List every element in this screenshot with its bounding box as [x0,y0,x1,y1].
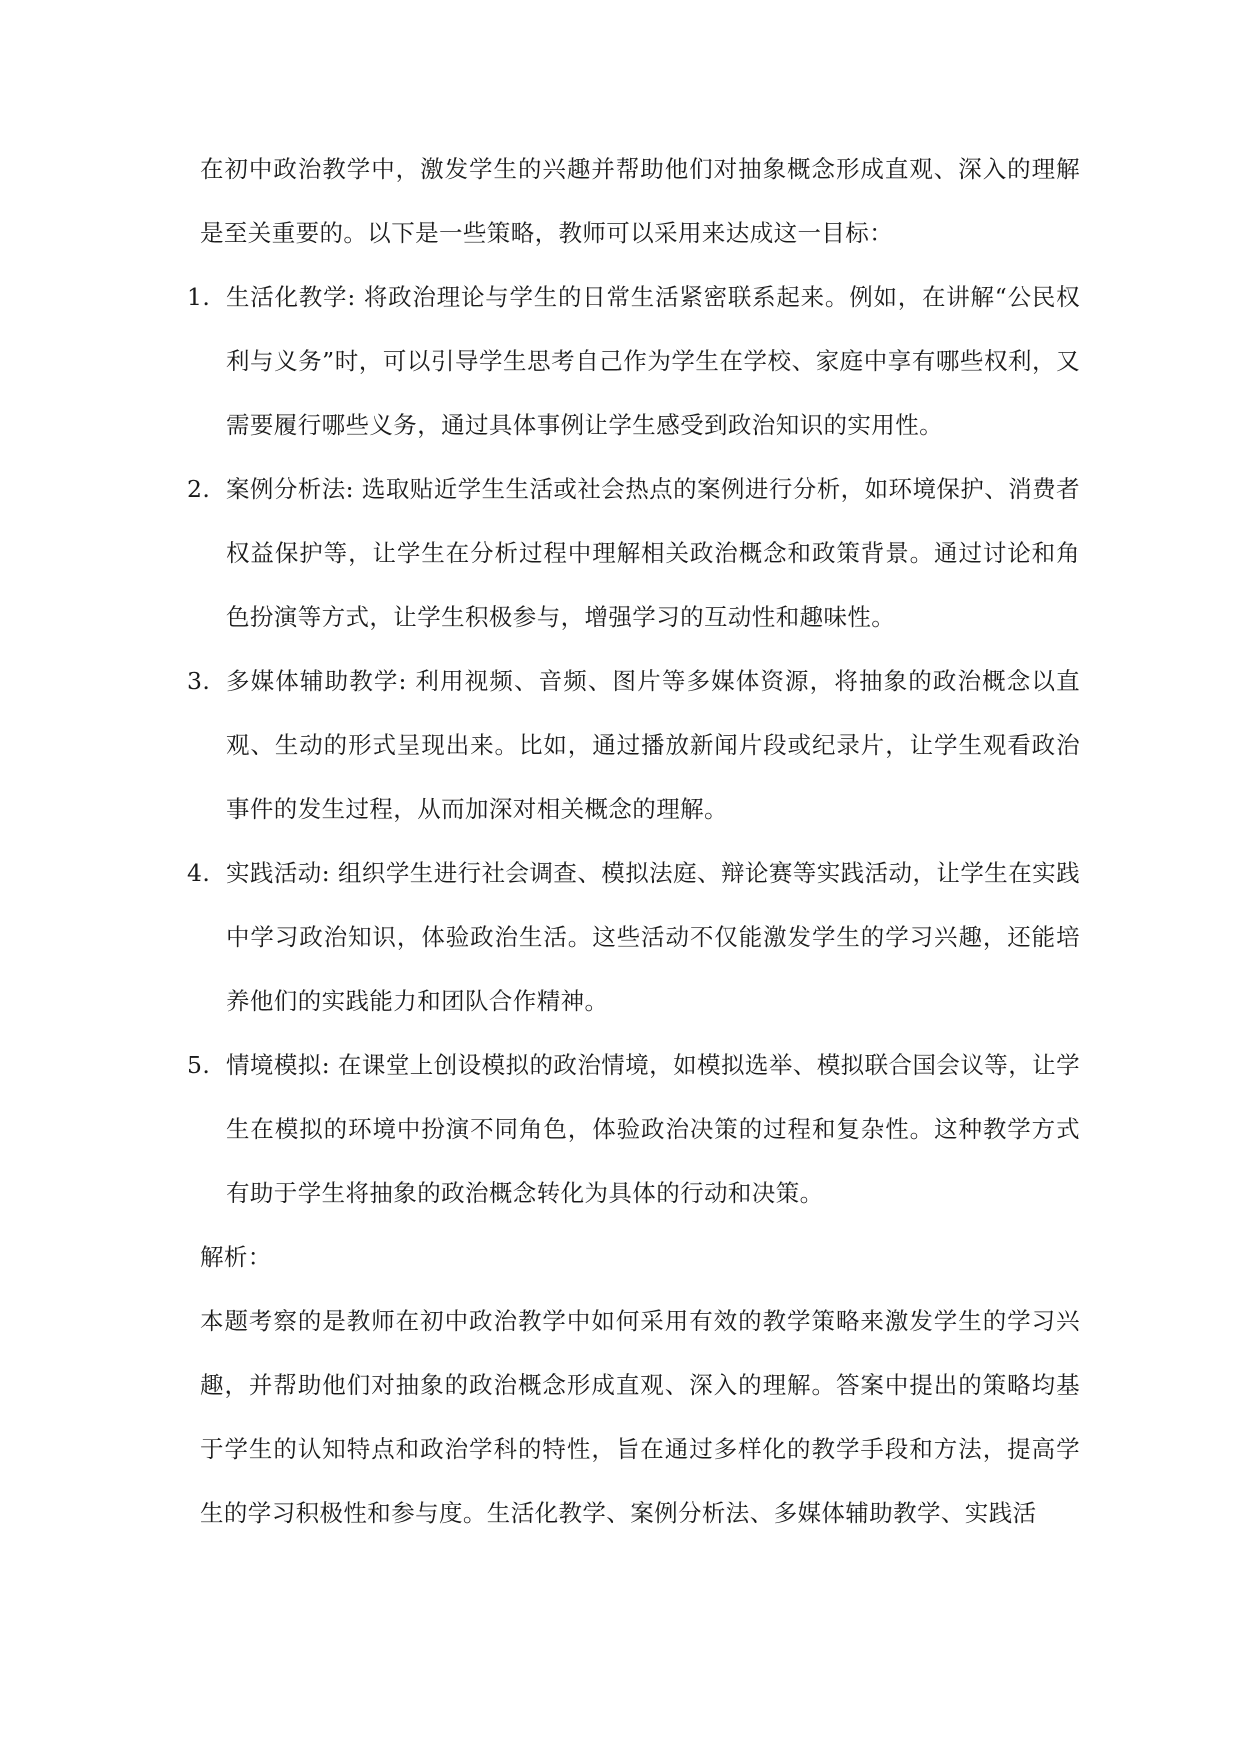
analysis-heading: 解析： [200,1243,272,1271]
strategy-item-4 [187,841,1080,1033]
strategy-text: 实践活动: 组织学生进行社会调查、模拟法庭、辩论赛等实践活动，让学生在实践中学习政治知识，体验政治生活。这些活动不仅能激发学生的学习兴趣，还能培养他们的实践能力和团队合作精神。 [226,859,1080,1015]
strategy-number: 5. [187,1051,211,1079]
intro-paragraph: 在初中政治教学中，激发学生的兴趣并帮助他们对抽象概念形成直观、深入的理解是至关重要的。以下是一些策略，教师可以采用来达成这一目标： [200,155,1080,247]
analysis-paragraph: 本题考察的是教师在初中政治教学中如何采用有效的教学策略来激发学生的学习兴趣，并帮助他们对抽象的政治概念形成直观、深入的理解。答案中提出的策略均基于学生的认知特点和政治学科的特性，旨在通过多样化的教学手段和方法，提高学生的学习积极性和参与度。生活化教学、案例分析法、多媒体辅助教学、实践活 [200,1307,1080,1527]
document-content [187,137,1080,1545]
strategy-text: 情境模拟: 在课堂上创设模拟的政治情境，如模拟选举、模拟联合国会议等，让学生在模拟的环境中扮演不同角色，体验政治决策的过程和复杂性。这种教学方式有助于学生将抽象的政治概念转化为具体的行动和决策。 [226,1051,1080,1207]
strategy-text: 生活化教学: 将政治理论与学生的日常生活紧密联系起来。例如，在讲解“公民权利与义务”时，可以引导学生思考自己作为学生在学校、家庭中享有哪些权利，又需要履行哪些义务，通过具体事例让学生感受到政治知识的实用性。 [226,283,1080,439]
strategy-item-3 [187,649,1080,841]
strategy-text: 多媒体辅助教学: 利用视频、音频、图片等多媒体资源，将抽象的政治概念以直观、生动的形式呈现出来。比如，通过播放新闻片段或纪录片，让学生观看政治事件的发生过程，从而加深对相关概念的理解。 [226,667,1080,823]
strategy-number: 4. [187,859,211,887]
strategy-item-1 [187,265,1080,457]
strategy-number: 1. [187,283,211,311]
strategy-text: 案例分析法: 选取贴近学生生活或社会热点的案例进行分析，如环境保护、消费者权益保护等，让学生在分析过程中理解相关政治概念和政策背景。通过讨论和角色扮演等方式，让学生积极参与，增强学习的互动性和趣味性。 [226,475,1080,631]
strategy-number: 3. [187,667,211,695]
strategy-item-5 [187,1033,1080,1225]
strategy-number: 2. [187,475,211,503]
strategy-list [187,265,1080,1225]
strategy-item-2 [187,457,1080,649]
intro-section [200,137,1080,265]
